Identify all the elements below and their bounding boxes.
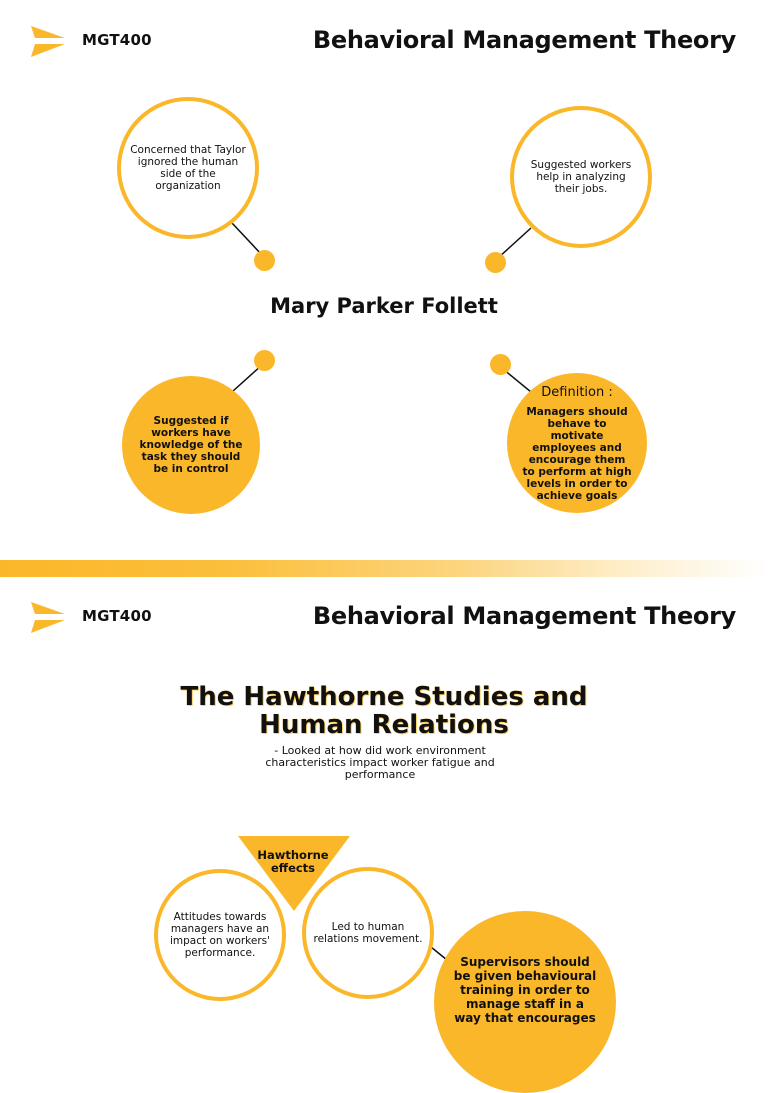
hawthorne-heading-line2: Human Relations	[259, 710, 509, 740]
logo-icon	[31, 602, 65, 634]
circle-workers-analyze-jobs-text: Suggested workers help in analyzing their jobs.	[530, 159, 632, 195]
course-code: MGT400	[82, 31, 152, 49]
hawthorne-subtitle: - Looked at how did work environment characteristics impact worker fatigue and performance	[265, 744, 495, 781]
circle-attitudes	[154, 869, 286, 1001]
center-name: Mary Parker Follett	[270, 294, 498, 318]
circle-definition	[507, 373, 647, 513]
hawthorne-heading-line1: The Hawthorne Studies and	[180, 682, 588, 712]
circle-supervisors-training-text: Supervisors should be given behavioural training in order to manage staff in a way that encourages	[453, 955, 597, 1025]
hawthorne-effects-label: Hawthorne effects	[257, 848, 329, 875]
slide-divider-band	[0, 560, 768, 577]
course-code: MGT400	[82, 607, 152, 625]
connector-dot-bottom-left	[254, 350, 275, 371]
circle-task-knowledge-control	[122, 376, 260, 514]
circle-task-knowledge-control-text: Suggested if workers have knowledge of the task they should be in control	[139, 415, 243, 475]
definition-text: Managers should behave to motivate employees and encourage them to perform at high levels in order to achieve goals	[522, 405, 632, 502]
circle-attitudes-text: Attitudes towards managers have an impact on workers' performance.	[169, 911, 271, 959]
hawthorne-heading	[0, 683, 768, 739]
connector-dot-bottom-right	[490, 354, 511, 375]
connector-dot-top-left	[254, 250, 275, 271]
circle-human-relations-movement-text: Led to human relations movement.	[313, 921, 423, 945]
slide-title: Behavioral Management Theory	[312, 26, 736, 54]
circle-workers-analyze-jobs	[510, 106, 652, 248]
slide-title: Behavioral Management Theory	[312, 602, 736, 630]
connector-dot-top-right	[485, 252, 506, 273]
definition-heading: Definition :	[541, 384, 613, 400]
circle-ignored-human-side	[117, 97, 259, 239]
circle-supervisors-training	[434, 911, 616, 1093]
circle-human-relations-movement	[302, 867, 434, 999]
circle-ignored-human-side-text: Concerned that Taylor ignored the human side of the organization	[130, 144, 246, 192]
